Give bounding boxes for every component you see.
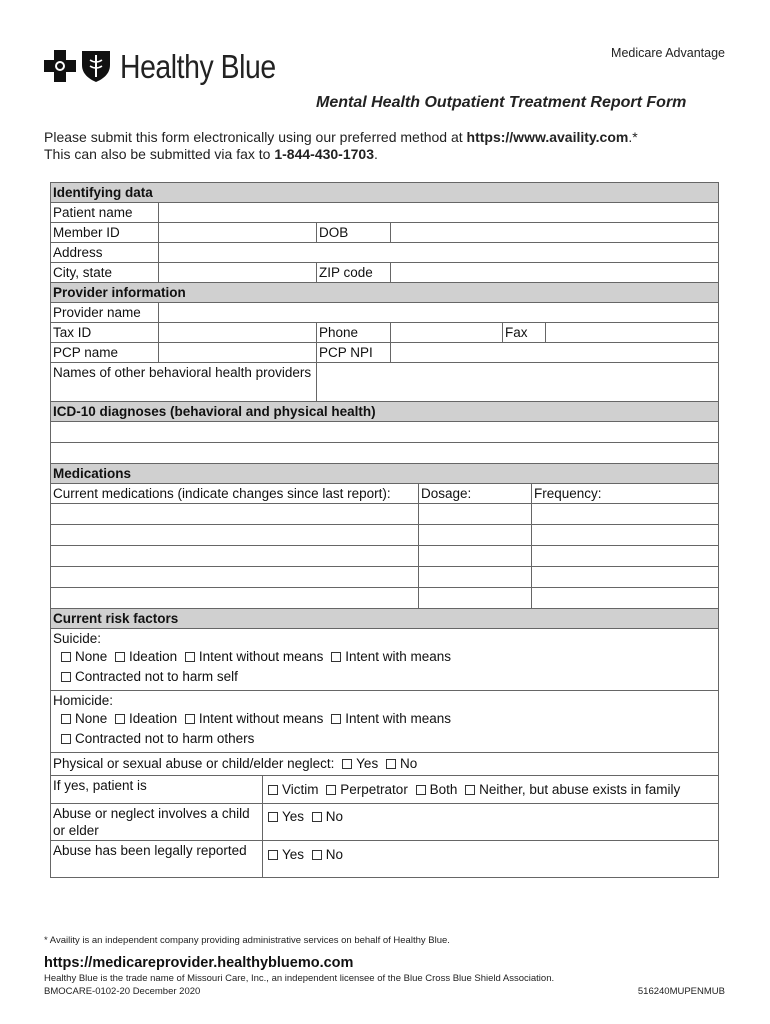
dosage-field[interactable]	[419, 567, 532, 587]
fax-field[interactable]	[546, 323, 718, 342]
form-title: Mental Health Outpatient Treatment Report Form	[316, 94, 687, 111]
reported-yes-checkbox[interactable]	[268, 850, 278, 860]
member-id-field[interactable]	[159, 223, 317, 242]
medication-field[interactable]	[51, 525, 419, 545]
form-row	[50, 322, 719, 342]
abuse-no-checkbox[interactable]	[386, 759, 396, 769]
city-state-label: City, state	[51, 263, 159, 282]
perpetrator-checkbox[interactable]	[326, 785, 336, 795]
option-label: No	[399, 756, 418, 771]
patient-role-row	[50, 775, 719, 803]
option-label: Intent with means	[345, 649, 452, 664]
dosage-field[interactable]	[419, 546, 532, 566]
suicide-intent-with-checkbox[interactable]	[331, 652, 341, 662]
availity-link[interactable]: https://www.availity.com	[466, 129, 629, 145]
suicide-none-checkbox[interactable]	[61, 652, 71, 662]
victim-checkbox[interactable]	[268, 785, 278, 795]
dosage-field[interactable]	[419, 525, 532, 545]
reported-options	[263, 841, 718, 877]
phone-field[interactable]	[391, 323, 503, 342]
form-row	[50, 442, 719, 463]
option-label: Intent with means	[345, 711, 452, 726]
address-label: Address	[51, 243, 159, 262]
address-field[interactable]	[159, 243, 718, 262]
frequency-field[interactable]	[532, 546, 718, 566]
city-state-field[interactable]	[159, 263, 317, 282]
homicide-intent-without-checkbox[interactable]	[185, 714, 195, 724]
form-code: BMOCARE-0102-20 December 2020	[44, 986, 201, 997]
reported-label: Abuse has been legally reported	[51, 841, 263, 877]
both-checkbox[interactable]	[416, 785, 426, 795]
homicide-ideation-checkbox[interactable]	[115, 714, 125, 724]
report-form	[50, 182, 719, 878]
option-label: Intent without means	[198, 711, 324, 726]
intro-line2-suffix: .	[373, 146, 378, 162]
brand-name: Healthy Blue	[120, 47, 276, 85]
section-row	[50, 608, 719, 628]
option-label: Neither, but abuse exists in family	[479, 782, 681, 797]
form-row	[50, 483, 719, 503]
medication-row	[50, 587, 719, 608]
medication-row	[50, 503, 719, 524]
if-yes-label: If yes, patient is	[51, 776, 263, 803]
frequency-field[interactable]	[532, 588, 718, 608]
icd-field-1[interactable]	[51, 422, 718, 442]
suicide-ideation-checkbox[interactable]	[115, 652, 125, 662]
form-row	[50, 222, 719, 242]
form-row	[50, 342, 719, 362]
frequency-field[interactable]	[532, 525, 718, 545]
option-label: No	[325, 847, 344, 862]
plan-type: Medicare Advantage	[611, 46, 725, 60]
medications-heading: Medications	[51, 464, 718, 483]
phone-label: Phone	[317, 323, 391, 342]
abuse-yes-checkbox[interactable]	[342, 759, 352, 769]
option-label: Yes	[282, 847, 305, 862]
intro-line1-suffix: .*	[628, 129, 638, 145]
form-row	[50, 202, 719, 222]
other-providers-label: Names of other behavioral health providers	[51, 363, 317, 401]
pcp-npi-field[interactable]	[391, 343, 718, 362]
provider-name-label: Provider name	[51, 303, 159, 322]
homicide-block	[50, 690, 719, 752]
fax-label: Fax	[503, 323, 546, 342]
suicide-cell	[51, 629, 718, 690]
section-row	[50, 282, 719, 302]
medication-field[interactable]	[51, 588, 419, 608]
provider-heading: Provider information	[51, 283, 718, 302]
involves-yes-checkbox[interactable]	[268, 812, 278, 822]
identifying-heading: Identifying data	[51, 183, 718, 202]
current-medications-label: Current medications (indicate changes since last report):	[51, 484, 419, 503]
provider-name-field[interactable]	[159, 303, 718, 322]
medication-row	[50, 566, 719, 587]
option-label: Contracted not to harm self	[75, 669, 238, 684]
pcp-name-label: PCP name	[51, 343, 159, 362]
bcbs-logo-icon	[44, 48, 114, 84]
dosage-field[interactable]	[419, 504, 532, 524]
risk-heading: Current risk factors	[51, 609, 718, 628]
involves-label: Abuse or neglect involves a child or elder	[51, 804, 263, 840]
dosage-field[interactable]	[419, 588, 532, 608]
dob-field[interactable]	[391, 223, 718, 242]
neither-checkbox[interactable]	[465, 785, 475, 795]
availity-footnote: * Availity is an independent company providing administrative services on behalf of Healthy Blue.	[44, 935, 450, 946]
option-label: Contracted not to harm others	[75, 731, 255, 746]
other-providers-field[interactable]	[317, 363, 718, 401]
option-label: Ideation	[129, 649, 178, 664]
form-id: 516240MUPENMUB	[637, 986, 725, 997]
suicide-options-2	[53, 667, 716, 687]
medication-field[interactable]	[51, 504, 419, 524]
option-label: None	[75, 711, 108, 726]
involves-no-checkbox[interactable]	[312, 812, 322, 822]
contracted-others-checkbox[interactable]	[61, 734, 71, 744]
medication-field[interactable]	[51, 546, 419, 566]
form-row	[50, 421, 719, 442]
frequency-field[interactable]	[532, 504, 718, 524]
homicide-cell	[51, 691, 718, 752]
form-row	[50, 262, 719, 282]
frequency-label: Frequency:	[534, 486, 602, 501]
medication-row	[50, 545, 719, 566]
suicide-block	[50, 628, 719, 690]
patient-role-options	[263, 776, 718, 803]
option-label: None	[75, 649, 108, 664]
option-label: Victim	[282, 782, 319, 797]
homicide-label: Homicide:	[53, 693, 114, 708]
contracted-self-checkbox[interactable]	[61, 672, 71, 682]
option-label: Yes	[356, 756, 379, 771]
intro-text	[44, 129, 638, 163]
suicide-options	[53, 647, 716, 667]
intro-line2-prefix: This can also be submitted via fax to	[44, 146, 275, 162]
tax-id-label: Tax ID	[51, 323, 159, 342]
zip-field[interactable]	[391, 263, 718, 282]
form-row	[50, 362, 719, 401]
section-row	[50, 401, 719, 421]
suicide-intent-without-checkbox[interactable]	[185, 652, 195, 662]
fax-number: 1-844-430-1703	[274, 146, 374, 162]
frequency-field[interactable]	[532, 567, 718, 587]
reported-row	[50, 840, 719, 878]
patient-name-label: Patient name	[51, 203, 159, 222]
involves-row	[50, 803, 719, 840]
intro-line1-prefix: Please submit this form electronically using our preferred method at	[44, 129, 467, 145]
dob-label: DOB	[317, 223, 391, 242]
abuse-question-cell	[51, 753, 718, 775]
pcp-npi-label: PCP NPI	[317, 343, 391, 362]
option-label: Yes	[282, 809, 305, 824]
section-row	[50, 463, 719, 483]
member-id-label: Member ID	[51, 223, 159, 242]
icd-field-2[interactable]	[51, 443, 718, 463]
option-label: Intent without means	[198, 649, 324, 664]
abuse-question-label: Physical or sexual abuse or child/elder neglect:	[53, 756, 335, 771]
trade-name-notice: Healthy Blue is the trade name of Missouri Care, Inc., an independent licensee of the Blue Cross Blue Shield Association.	[44, 973, 555, 984]
option-label: Ideation	[129, 711, 178, 726]
abuse-question-row	[50, 752, 719, 775]
form-row	[50, 302, 719, 322]
form-row	[50, 242, 719, 262]
option-label: Perpetrator	[340, 782, 408, 797]
homicide-none-checkbox[interactable]	[61, 714, 71, 724]
option-label: No	[325, 809, 344, 824]
patient-name-field[interactable]	[159, 203, 718, 222]
option-label: Both	[429, 782, 458, 797]
homicide-options-2	[53, 729, 716, 749]
dosage-label: Dosage:	[419, 484, 532, 503]
section-row	[50, 182, 719, 202]
tax-id-field[interactable]	[159, 323, 317, 342]
suicide-label: Suicide:	[53, 631, 102, 646]
medication-row	[50, 524, 719, 545]
medication-field[interactable]	[51, 567, 419, 587]
involves-options	[263, 804, 718, 840]
zip-label: ZIP code	[317, 263, 391, 282]
homicide-options	[53, 709, 716, 729]
reported-no-checkbox[interactable]	[312, 850, 322, 860]
pcp-name-field[interactable]	[159, 343, 317, 362]
provider-website-link[interactable]: https://medicareprovider.healthybluemo.com	[44, 955, 354, 971]
homicide-intent-with-checkbox[interactable]	[331, 714, 341, 724]
brand-logo	[44, 48, 301, 84]
icd-heading: ICD-10 diagnoses (behavioral and physical health)	[51, 402, 718, 421]
